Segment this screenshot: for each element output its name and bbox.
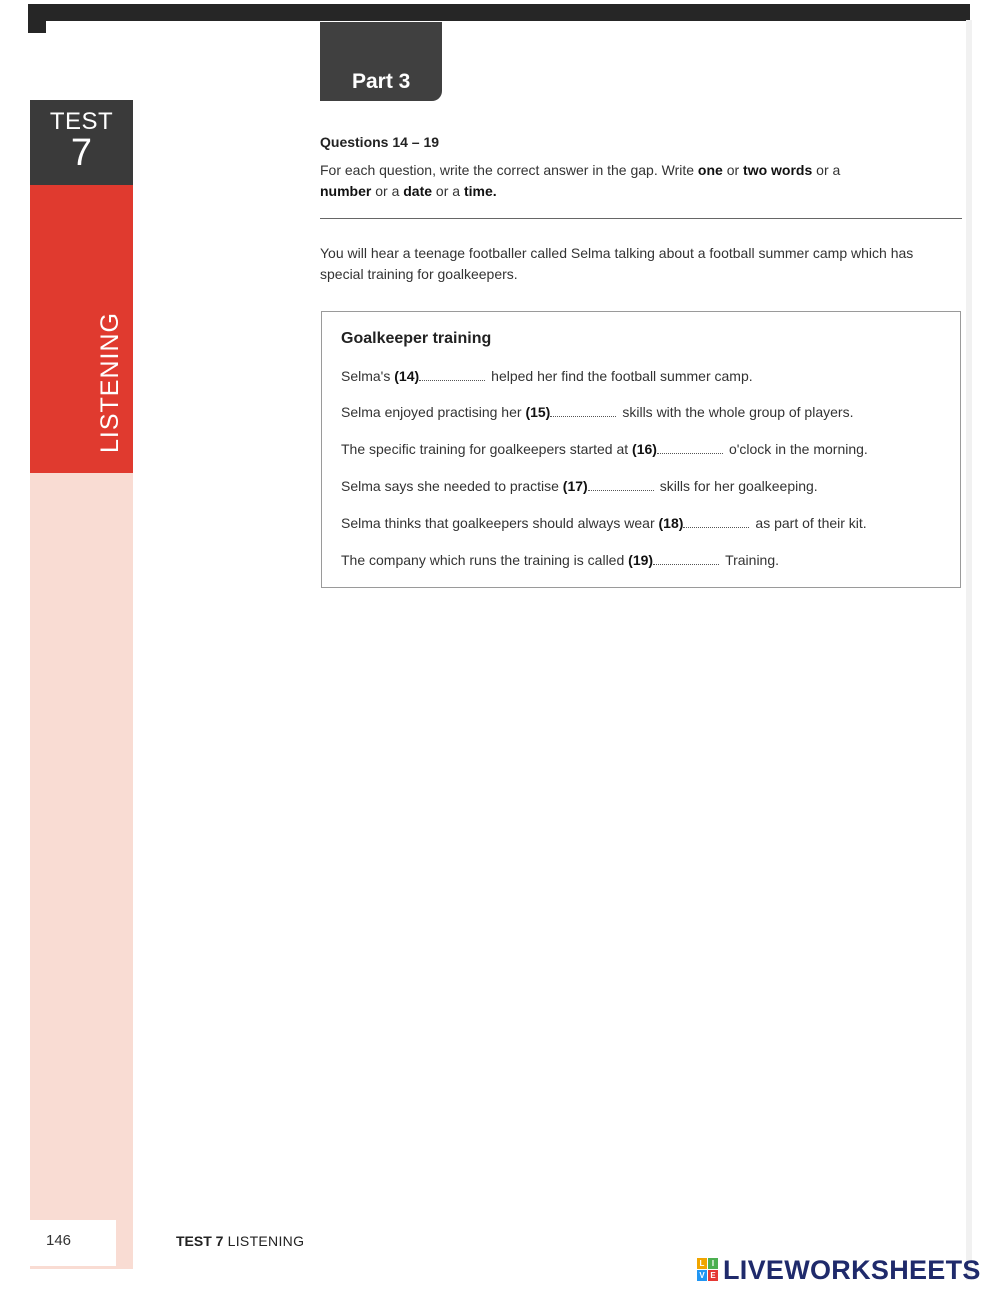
instructions-text: or a bbox=[812, 162, 841, 178]
instructions-text: or a bbox=[371, 183, 404, 199]
sidebar-section-label-wrap bbox=[30, 185, 133, 473]
sidebar-test-word: TEST bbox=[49, 108, 114, 135]
question-text: helped her find the football summer camp. bbox=[491, 368, 753, 384]
sidebar-test-block bbox=[30, 100, 133, 185]
footer-title-bold: TEST 7 bbox=[176, 1233, 224, 1249]
task-box bbox=[321, 311, 961, 588]
answer-gap-18[interactable] bbox=[683, 515, 749, 528]
part-label: Part 3 bbox=[352, 70, 411, 93]
question-text: Selma enjoyed practising her bbox=[341, 404, 526, 420]
task-title: Goalkeeper training bbox=[341, 330, 492, 347]
question-number: (15) bbox=[525, 404, 551, 420]
questions-heading: Questions 14 – 19 bbox=[320, 134, 440, 150]
question-number: (14) bbox=[394, 368, 420, 384]
question-number: (17) bbox=[562, 478, 588, 494]
instructions-text: or bbox=[722, 162, 744, 178]
sidebar-footer-box bbox=[30, 1220, 116, 1266]
question-text: Training. bbox=[725, 552, 780, 568]
page-edge-shadow bbox=[966, 20, 972, 1280]
question-number: (18) bbox=[658, 515, 684, 531]
intro-text: You will hear a teenage footballer called Selma talking about a football summer camp which has special training for goalkeepers. bbox=[320, 245, 914, 282]
question-text: skills with the whole group of players. bbox=[622, 404, 854, 420]
instructions-text: or a bbox=[432, 183, 464, 199]
answer-gap-14[interactable] bbox=[419, 368, 485, 381]
instructions-bold: date bbox=[403, 183, 433, 199]
question-text: The company which runs the training is called bbox=[341, 552, 629, 568]
question-text: Selma's bbox=[341, 368, 395, 384]
instructions-bold: one bbox=[697, 162, 723, 178]
question-number: (19) bbox=[628, 552, 654, 568]
sidebar-pink-band bbox=[30, 473, 133, 1269]
top-border-tick bbox=[28, 21, 46, 33]
answer-gap-16[interactable] bbox=[657, 441, 723, 454]
question-text: The specific training for goalkeepers started at bbox=[341, 441, 633, 457]
sidebar-test-number: 7 bbox=[70, 132, 93, 174]
question-19 bbox=[341, 552, 779, 568]
instructions-bold: number bbox=[320, 183, 372, 199]
question-text: as part of their kit. bbox=[755, 515, 867, 531]
answer-gap-19[interactable] bbox=[653, 552, 719, 565]
instructions-bold: two words bbox=[743, 162, 813, 178]
question-text: skills for her goalkeeping. bbox=[659, 478, 818, 494]
logo-blocks-icon: L I V E bbox=[697, 1258, 719, 1282]
page-number: 146 bbox=[46, 1232, 72, 1249]
top-border bbox=[28, 4, 970, 21]
question-text: Selma thinks that goalkeepers should always wear bbox=[341, 515, 659, 531]
part-tab bbox=[320, 22, 442, 101]
instructions-bold: . bbox=[492, 183, 497, 199]
footer-title bbox=[176, 1233, 304, 1249]
instructions-text: For each question, write the correct answer in the gap. Write bbox=[320, 162, 698, 178]
footer-title-rest: LISTENING bbox=[223, 1233, 305, 1249]
question-17 bbox=[341, 478, 818, 494]
liveworksheets-logo[interactable] bbox=[697, 1254, 997, 1286]
sidebar-section-label: LISTENING bbox=[96, 312, 124, 453]
instructions-bold: time bbox=[463, 183, 493, 199]
question-16 bbox=[341, 441, 868, 457]
question-text: o'clock in the morning. bbox=[728, 441, 868, 457]
logo-text: LIVEWORKSHEETS bbox=[723, 1255, 981, 1285]
instructions bbox=[320, 160, 950, 202]
question-14 bbox=[341, 368, 753, 384]
divider bbox=[320, 218, 962, 219]
question-number: (16) bbox=[632, 441, 657, 457]
question-18 bbox=[341, 515, 867, 531]
answer-gap-17[interactable] bbox=[588, 478, 654, 491]
answer-gap-15[interactable] bbox=[550, 404, 616, 417]
question-text: Selma says she needed to practise bbox=[341, 478, 563, 494]
question-15 bbox=[341, 404, 853, 420]
